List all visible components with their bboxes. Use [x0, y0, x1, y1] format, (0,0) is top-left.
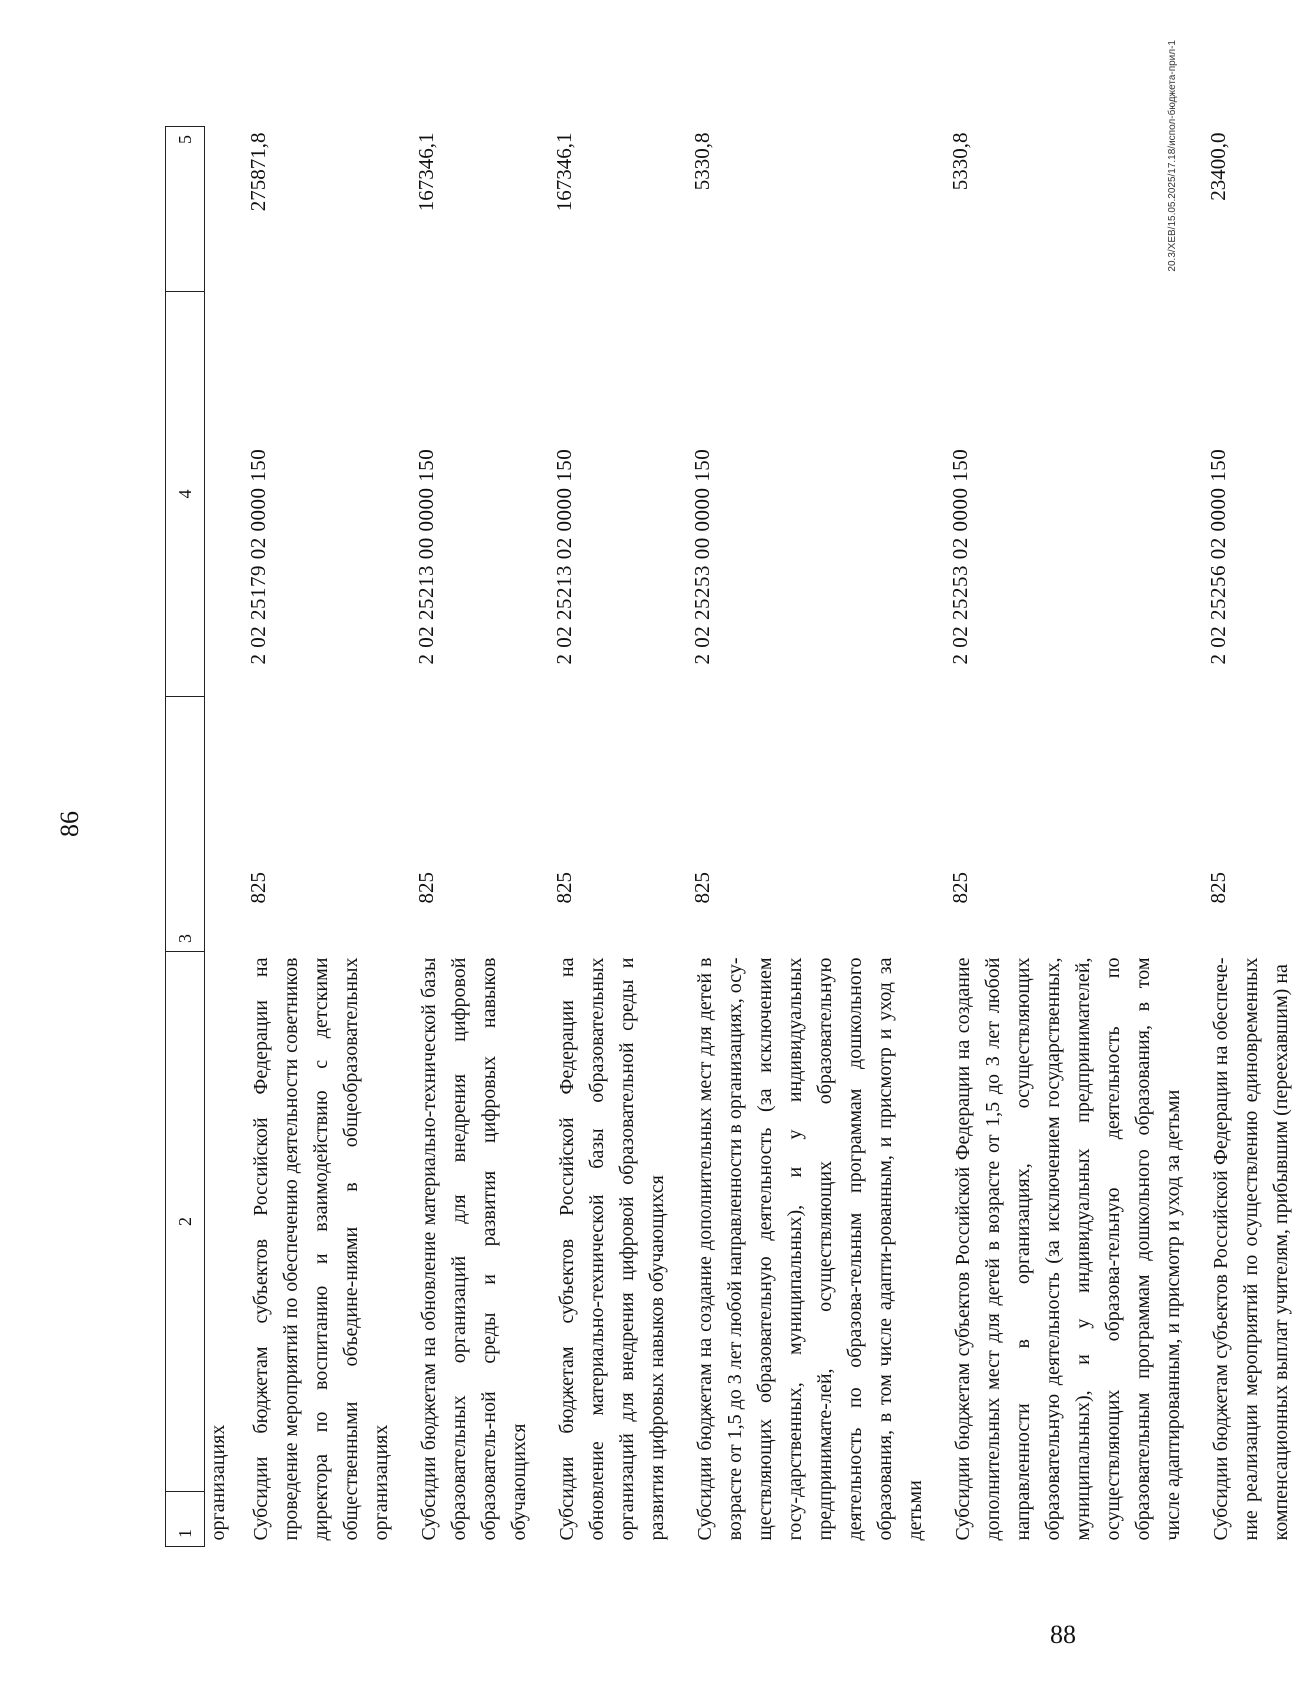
row-admin-code: 825	[246, 872, 270, 904]
row-admin-code: 825	[948, 872, 972, 904]
header-col-2: 2	[166, 952, 205, 1492]
revenue-table	[165, 126, 1308, 1547]
row-admin-code: 825	[414, 872, 438, 904]
row-description: Субсидии бюджетам на обновление материально-технической базы образовательных организаций для внедрения цифровой образователь-ной среды и развития цифровых навыков обучающихся	[418, 957, 530, 1541]
footer-document-code: 20.3/XEB/15.05.2025/17.18/испол-бюджета-прил-1	[1167, 40, 1178, 272]
row-kbk: 2 02 25213 02 0000 150	[552, 448, 576, 665]
row-description: Субсидии бюджетам на создание дополнительных мест для детей в возрасте от 1,5 до 3 лет любой направленности в организациях, осу-ществляющих образовательную деятельность (за исключением госу-дарственных, муниципальных), и у индивидуальных предпринимате-лей, осуществляющих образовательную деятельность по образова-тельным программам дошкольного образования, в том числе адапти-рованным, и присмотр и уход за детьми	[694, 957, 926, 1541]
row-admin-code: 825	[552, 872, 576, 904]
table-row	[942, 127, 1200, 1547]
row-description: Субсидии бюджетам субъектов Российской Федерации на проведение мероприятий по обеспечению деятельности советников директора по воспитанию и взаимодействию с детскими общественными объедине-ниями в общеобразовательных организациях	[250, 957, 392, 1541]
continuation-row	[205, 127, 241, 1547]
row-amount: 275871,8	[246, 132, 270, 212]
row-amount: 23400,0	[1206, 132, 1230, 201]
row-kbk: 2 02 25179 02 0000 150	[246, 448, 270, 665]
row-description: Субсидии бюджетам субъектов Российской Федерации на создание дополнительных мест для детей в возрасте от 1,5 до 3 лет любой направленности в организациях, осуществляющих образовательную деятельность (за исключением государственных, муниципальных), и у индивидуальных предпринимателей, осуществляющих образова-тельную деятельность по образовательным программам дошкольного образования, в том числе адаптированным, и присмотр и уход за детьми	[952, 957, 1184, 1541]
row-kbk: 2 02 25253 02 0000 150	[948, 448, 972, 665]
table-row	[546, 127, 684, 1547]
table-header-row	[166, 127, 205, 1547]
row-kbk: 2 02 25256 02 0000 150	[1206, 448, 1230, 665]
header-col-1: 1	[166, 1492, 205, 1547]
header-col-5: 5	[166, 127, 205, 292]
row-amount: 167346,1	[552, 132, 576, 212]
row-kbk: 2 02 25253 00 0000 150	[690, 448, 714, 665]
header-col-4: 4	[166, 292, 205, 697]
continuation-text: организациях	[207, 1424, 229, 1541]
row-amount: 167346,1	[414, 132, 438, 212]
header-col-3: 3	[166, 697, 205, 952]
row-admin-code: 825	[690, 872, 714, 904]
page-number: 86	[55, 811, 84, 837]
row-description: Субсидии бюджетам субъектов Российской Федерации на обеспече-ние реализации мероприятий по осуществлению единовременных компенсационных выплат учителям, прибывшим (переехавшим) на	[1210, 957, 1292, 1541]
sheet-number: 88	[1050, 1620, 1076, 1649]
table-row	[684, 127, 942, 1547]
row-kbk: 2 02 25213 00 0000 150	[414, 448, 438, 665]
row-amount: 5330,8	[948, 132, 972, 191]
table-row	[240, 127, 408, 1547]
row-amount: 5330,8	[690, 132, 714, 191]
table-row	[408, 127, 546, 1547]
table-row	[1200, 127, 1308, 1547]
row-admin-code: 825	[1206, 872, 1230, 904]
row-description: Субсидии бюджетам субъектов Российской Федерации на обновление материально-технической базы образовательных организаций для внедрения цифровой образовательной среды и развития цифровых навыков обучающихся	[556, 957, 668, 1541]
